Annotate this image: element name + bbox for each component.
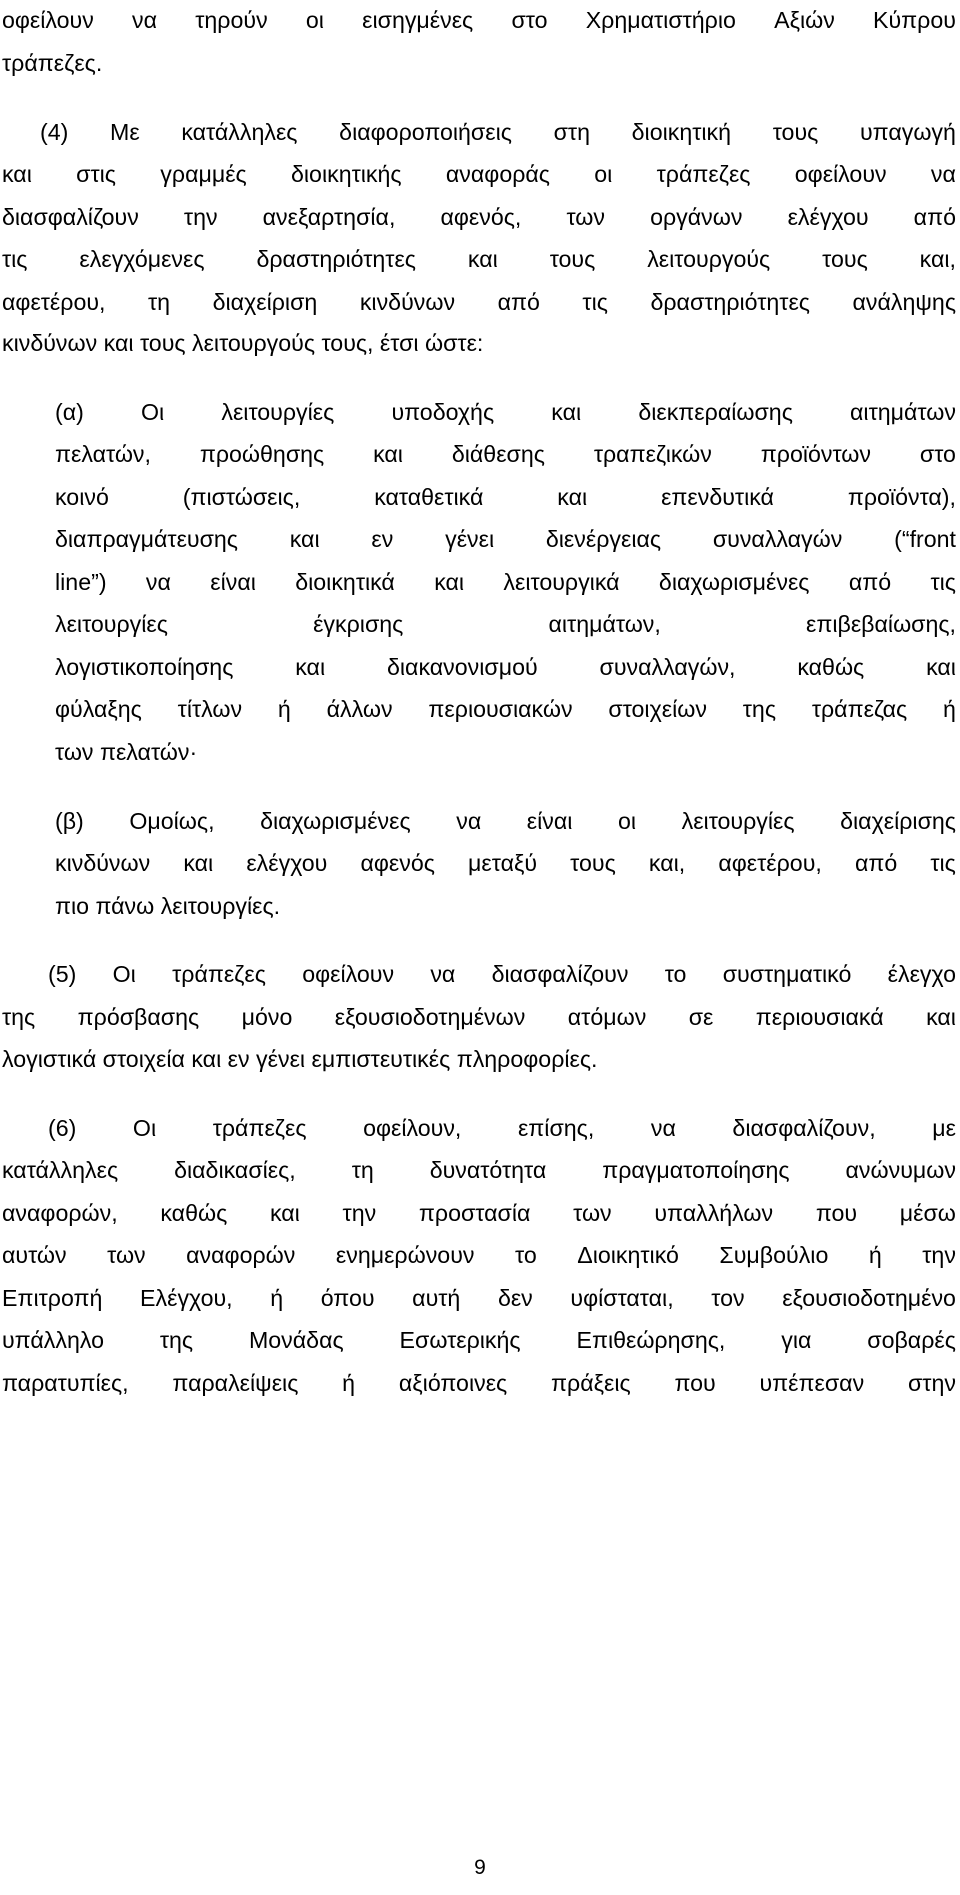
word: και <box>269 1200 300 1226</box>
word: τους <box>570 850 616 876</box>
word: τράπεζες <box>212 1115 307 1141</box>
word: Οι <box>141 399 165 425</box>
word: Αξιών <box>774 7 835 33</box>
word: τηρούν <box>195 7 268 33</box>
word: Οι <box>132 1115 157 1141</box>
word: και, <box>919 246 956 272</box>
word: λογιστικοποίησης <box>55 654 234 680</box>
paragraph-5-line: λογιστικά στοιχεία και εν γένει εμπιστευτικές πληροφορίες. <box>2 1046 598 1072</box>
word: λειτουργούς <box>647 246 771 272</box>
paragraph-4a-line <box>55 566 956 598</box>
word: και <box>551 399 582 425</box>
word: καθώς <box>160 1200 228 1226</box>
word: λειτουργίες <box>55 611 168 637</box>
word: τη <box>351 1157 374 1183</box>
word: διοικητικής <box>291 161 402 187</box>
word: της <box>2 1004 36 1030</box>
word: τις <box>582 289 608 315</box>
word: αξιόποινες <box>398 1370 508 1396</box>
word: τους <box>549 246 596 272</box>
word: της <box>159 1327 194 1353</box>
word: δυνατότητα <box>429 1157 547 1183</box>
paragraph-4b-line: πιο πάνω λειτουργίες. <box>55 893 281 919</box>
word: τράπεζας <box>811 696 908 722</box>
word: δεν <box>497 1285 533 1311</box>
word: διαχωρισμένες <box>658 569 810 595</box>
word: για <box>781 1327 812 1353</box>
word: αυτή <box>412 1285 461 1311</box>
word: Κύπρου <box>873 7 956 33</box>
paragraph-6-line <box>48 1112 956 1144</box>
word: συστηματικό <box>722 961 852 987</box>
word: έλεγχο <box>887 961 956 987</box>
word: είναι <box>210 569 256 595</box>
word: διαχωρισμένες <box>260 808 411 834</box>
word: αφετέρου, <box>718 850 822 876</box>
word: προστασία <box>418 1200 531 1226</box>
paragraph-4-line <box>40 116 956 148</box>
paragraph-6-line <box>2 1324 956 1356</box>
word: πραγματοποίησης <box>602 1157 790 1183</box>
word: γένει <box>445 526 495 552</box>
word: στη <box>553 119 590 145</box>
word: ανεξαρτησία, <box>262 204 396 230</box>
word: λειτουργίες <box>221 399 335 425</box>
text-line: τράπεζες. <box>2 50 103 76</box>
word: (α) <box>55 399 84 425</box>
word: λειτουργίες <box>681 808 795 834</box>
word: να <box>650 1115 676 1141</box>
word: λειτουργικά <box>503 569 620 595</box>
word: τραπεζικών <box>593 441 712 467</box>
paragraph-4a-line <box>55 523 956 555</box>
word: και <box>467 246 498 272</box>
word: καθώς <box>797 654 865 680</box>
word: τους <box>772 119 819 145</box>
word: Διοικητικό <box>577 1242 679 1268</box>
paragraph-4a-line <box>55 608 956 640</box>
paragraph-6-line <box>2 1239 956 1271</box>
paragraph-4-line <box>2 201 956 233</box>
word: ή <box>868 1242 882 1268</box>
word: Ελέγχου, <box>140 1285 233 1311</box>
word: ελέγχου <box>246 850 328 876</box>
page-number: 9 <box>474 1856 486 1879</box>
paragraph-4a-line <box>55 396 956 428</box>
word: και, <box>648 850 686 876</box>
paragraph-4b-line <box>55 847 956 879</box>
word: να <box>145 569 171 595</box>
word: (6) <box>48 1115 77 1141</box>
word: Επιτροπή <box>2 1285 103 1311</box>
paragraph-5-line <box>48 958 956 990</box>
word: οφείλουν <box>794 161 887 187</box>
word: τη <box>148 289 171 315</box>
word: (β) <box>55 808 84 834</box>
word: μεταξύ <box>468 850 538 876</box>
word: τράπεζες <box>172 961 266 987</box>
word: περιουσιακά <box>755 1004 884 1030</box>
word: αυτών <box>2 1242 67 1268</box>
word: έγκρισης <box>313 611 404 637</box>
word: υφίσταται, <box>570 1285 674 1311</box>
word: διοικητική <box>631 119 732 145</box>
word: υπαλλήλων <box>654 1200 774 1226</box>
paragraph-4a-line <box>55 438 956 470</box>
word: από <box>848 569 892 595</box>
word: αιτημάτων, <box>548 611 661 637</box>
word: line”) <box>55 569 107 595</box>
word: διαχείριση <box>212 289 318 315</box>
word: προϊόντων <box>760 441 872 467</box>
word: ελέγχου <box>787 204 869 230</box>
word: διενέργειας <box>545 526 662 552</box>
word: στις <box>76 161 116 187</box>
paragraph-4b-line <box>55 805 956 837</box>
word: κινδύνων <box>359 289 456 315</box>
paragraph-6-line <box>2 1154 956 1186</box>
word: των <box>573 1200 612 1226</box>
word: είναι <box>526 808 573 834</box>
word: και <box>926 654 956 680</box>
word: (“front <box>894 526 956 552</box>
word: που <box>674 1370 716 1396</box>
word: από <box>497 289 540 315</box>
word: διαφοροποιήσεις <box>339 119 512 145</box>
word: ελεγχόμενες <box>79 246 205 272</box>
word: και <box>289 526 320 552</box>
word: το <box>664 961 687 987</box>
word: και <box>2 161 32 187</box>
word: παραλείψεις <box>172 1370 299 1396</box>
word: των <box>107 1242 146 1268</box>
word: δραστηριότητες <box>256 246 416 272</box>
word: και <box>926 1004 956 1030</box>
word: ή <box>270 1285 284 1311</box>
word: το <box>514 1242 537 1268</box>
word: οι <box>594 161 613 187</box>
word: αιτημάτων <box>850 399 956 425</box>
word: ή <box>277 696 291 722</box>
word: αναφορών, <box>2 1200 118 1226</box>
paragraph-4-line <box>2 158 956 190</box>
paragraph-6-line <box>2 1197 956 1229</box>
word: Με <box>110 119 140 145</box>
word: εν <box>371 526 394 552</box>
word: ενημερώνουν <box>335 1242 475 1268</box>
word: όπου <box>320 1285 375 1311</box>
word: να <box>456 808 482 834</box>
word: και <box>434 569 465 595</box>
paragraph-4a-line <box>55 481 956 513</box>
word: μόνο <box>241 1004 293 1030</box>
word: ανάληψης <box>852 289 956 315</box>
word: άλλων <box>326 696 393 722</box>
word: και <box>557 484 588 510</box>
word: δραστηριότητες <box>650 289 810 315</box>
word: Συμβούλιο <box>719 1242 829 1268</box>
word: αφενός, <box>440 204 522 230</box>
word: ή <box>342 1370 356 1396</box>
word: την <box>922 1242 956 1268</box>
word: οργάνων <box>650 204 743 230</box>
word: αφετέρου, <box>2 289 106 315</box>
word: Μονάδας <box>248 1327 344 1353</box>
word: με <box>932 1115 956 1141</box>
paragraph-4a-line <box>55 693 956 725</box>
word: γραμμές <box>160 161 247 187</box>
word: παρατυπίες, <box>2 1370 129 1396</box>
word: μέσω <box>899 1200 956 1226</box>
word: περιουσιακών <box>428 696 573 722</box>
word: οι <box>617 808 637 834</box>
word: υποδοχής <box>391 399 495 425</box>
word: τους <box>822 246 868 272</box>
word: κατάλληλες <box>2 1157 119 1183</box>
paragraph-5-line <box>2 1001 956 1033</box>
word: ατόμων <box>567 1004 647 1030</box>
word: διαδικασίες, <box>174 1157 296 1183</box>
word: της <box>742 696 776 722</box>
paragraph-4-line <box>2 243 956 275</box>
word: φύλαξης <box>55 696 142 722</box>
word: διακανονισμού <box>386 654 538 680</box>
word: σε <box>688 1004 714 1030</box>
word: (πιστώσεις, <box>182 484 301 510</box>
word: υπάλληλο <box>2 1327 104 1353</box>
word: καταθετικά <box>374 484 484 510</box>
word: στην <box>907 1370 956 1396</box>
paragraph-4-line <box>2 286 956 318</box>
word: σοβαρές <box>867 1327 956 1353</box>
word: Οι <box>112 961 136 987</box>
paragraph-4a-line: των πελατών· <box>55 739 198 765</box>
word: επίσης, <box>517 1115 595 1141</box>
word: εξουσιοδοτημένων <box>334 1004 526 1030</box>
word: οι <box>305 7 324 33</box>
word: διεκπεραίωσης <box>638 399 793 425</box>
word: να <box>930 161 956 187</box>
text-line <box>2 4 956 36</box>
word: οφείλουν <box>2 7 94 33</box>
word: κατάλληλες <box>181 119 298 145</box>
word: συναλλαγών, <box>599 654 736 680</box>
word: διασφαλίζουν <box>491 961 629 987</box>
paragraph-6-line <box>2 1367 956 1399</box>
word: Ομοίως, <box>129 808 215 834</box>
word: Εσωτερικής <box>399 1327 521 1353</box>
word: (5) <box>48 961 77 987</box>
word: την <box>342 1200 377 1226</box>
word: στο <box>919 441 956 467</box>
word: τίτλων <box>177 696 243 722</box>
word: τις <box>930 850 956 876</box>
word: διασφαλίζουν, <box>732 1115 876 1141</box>
word: τράπεζες <box>656 161 751 187</box>
paragraph-6-line <box>2 1282 956 1314</box>
word: διαπραγμάτευσης <box>55 526 238 552</box>
word: διοικητικά <box>295 569 395 595</box>
word: (4) <box>40 119 69 145</box>
word: ή <box>943 696 956 722</box>
word: εξουσιοδοτημένο <box>782 1285 956 1311</box>
word: τις <box>2 246 28 272</box>
word: πελατών, <box>55 441 151 467</box>
word: ανώνυμων <box>845 1157 956 1183</box>
word: από <box>913 204 956 230</box>
word: Χρηματιστήριο <box>585 7 736 33</box>
paragraph-4a-line <box>55 651 956 683</box>
word: αναφορών <box>186 1242 296 1268</box>
word: την <box>183 204 218 230</box>
word: και <box>373 441 403 467</box>
word: αφενός <box>360 850 435 876</box>
word: επιβεβαίωσης, <box>806 611 956 637</box>
word: οφείλουν, <box>363 1115 462 1141</box>
word: κοινό <box>55 484 109 510</box>
word: και <box>295 654 326 680</box>
word: να <box>132 7 158 33</box>
word: συναλλαγών <box>712 526 843 552</box>
word: αναφοράς <box>445 161 550 187</box>
word: και <box>183 850 214 876</box>
word: υπέπεσαν <box>759 1370 865 1396</box>
word: τις <box>930 569 956 595</box>
word: που <box>815 1200 858 1226</box>
word: διαχείρισης <box>840 808 956 834</box>
word: οφείλουν <box>302 961 395 987</box>
word: υπαγωγή <box>859 119 956 145</box>
word: των <box>566 204 605 230</box>
word: διασφαλίζουν <box>2 204 139 230</box>
word: επενδυτικά <box>661 484 774 510</box>
word: διάθεσης <box>451 441 545 467</box>
word: Επιθεώρησης, <box>576 1327 726 1353</box>
word: πρόσβασης <box>77 1004 200 1030</box>
word: κινδύνων <box>55 850 151 876</box>
word: στο <box>511 7 548 33</box>
word: προϊόντα), <box>847 484 956 510</box>
word: από <box>854 850 898 876</box>
word: πράξεις <box>551 1370 631 1396</box>
word: προώθησης <box>199 441 325 467</box>
paragraph-4-line: κινδύνων και τους λειτουργούς τους, έτσι ώστε: <box>2 330 484 356</box>
word: στοιχείων <box>608 696 707 722</box>
word: να <box>430 961 456 987</box>
word: τον <box>711 1285 745 1311</box>
word: εισηγμένες <box>362 7 474 33</box>
